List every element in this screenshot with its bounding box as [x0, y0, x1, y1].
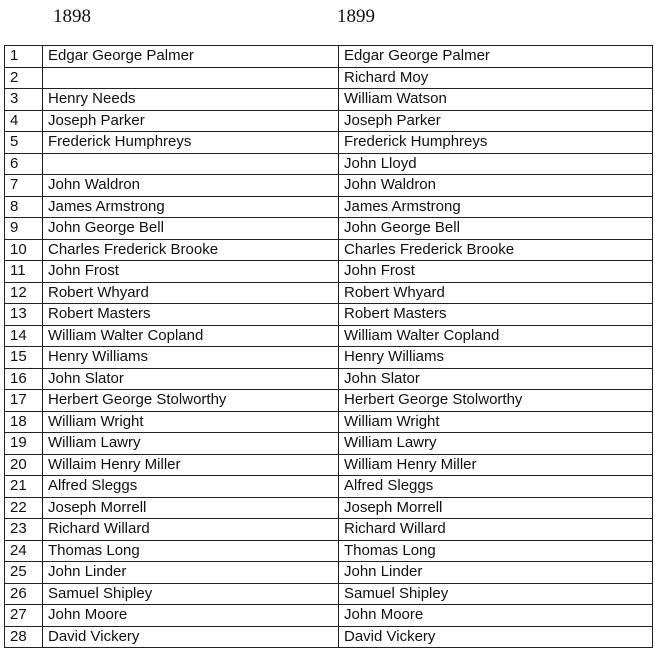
row-number-cell: 11 [5, 261, 43, 283]
name-cell-1898: John Moore [43, 605, 339, 627]
row-number-cell: 10 [5, 239, 43, 261]
row-number-cell: 19 [5, 433, 43, 455]
table-row [5, 175, 653, 197]
table-row [5, 411, 653, 433]
table-row [5, 282, 653, 304]
row-number-cell: 13 [5, 304, 43, 326]
name-cell-1899: Joseph Morrell [339, 497, 653, 519]
name-cell-1899: Herbert George Stolworthy [339, 390, 653, 412]
name-cell-1899: William Wright [339, 411, 653, 433]
name-cell-1898: John George Bell [43, 218, 339, 240]
table-row [5, 67, 653, 89]
name-cell-1899: Edgar George Palmer [339, 46, 653, 68]
name-cell-1899: David Vickery [339, 626, 653, 648]
name-cell-1899: William Henry Miller [339, 454, 653, 476]
name-cell-1898: Charles Frederick Brooke [43, 239, 339, 261]
row-number-cell: 12 [5, 282, 43, 304]
row-number-cell: 28 [5, 626, 43, 648]
table-row [5, 325, 653, 347]
table-row [5, 196, 653, 218]
row-number-cell: 26 [5, 583, 43, 605]
row-number-cell: 2 [5, 67, 43, 89]
name-cell-1899: Richard Willard [339, 519, 653, 541]
name-cell-1898: Joseph Parker [43, 110, 339, 132]
row-number-cell: 3 [5, 89, 43, 111]
name-cell-1898: Robert Masters [43, 304, 339, 326]
row-number-cell: 14 [5, 325, 43, 347]
row-number-cell: 5 [5, 132, 43, 154]
row-number-cell: 16 [5, 368, 43, 390]
name-cell-1898: Thomas Long [43, 540, 339, 562]
year-header-1898: 1898 [53, 6, 91, 27]
name-cell-1898: Willaim Henry Miller [43, 454, 339, 476]
table-row [5, 540, 653, 562]
name-cell-1899: Richard Moy [339, 67, 653, 89]
table-row [5, 304, 653, 326]
table-row [5, 476, 653, 498]
name-cell-1898: Richard Willard [43, 519, 339, 541]
name-cell-1898: John Slator [43, 368, 339, 390]
name-cell-1899: Joseph Parker [339, 110, 653, 132]
row-number-cell: 27 [5, 605, 43, 627]
name-cell-1899: John Slator [339, 368, 653, 390]
table-row [5, 132, 653, 154]
name-cell-1898: Joseph Morrell [43, 497, 339, 519]
row-number-cell: 21 [5, 476, 43, 498]
row-number-cell: 23 [5, 519, 43, 541]
name-cell-1899: Thomas Long [339, 540, 653, 562]
row-number-cell: 18 [5, 411, 43, 433]
row-number-cell: 9 [5, 218, 43, 240]
table-row [5, 454, 653, 476]
name-cell-1898 [43, 153, 339, 175]
name-cell-1899: William Walter Copland [339, 325, 653, 347]
name-cell-1898: William Walter Copland [43, 325, 339, 347]
name-cell-1899: Frederick Humphreys [339, 132, 653, 154]
name-cell-1898: William Lawry [43, 433, 339, 455]
name-cell-1898: John Linder [43, 562, 339, 584]
name-cell-1899: William Watson [339, 89, 653, 111]
row-number-cell: 1 [5, 46, 43, 68]
name-cell-1898: William Wright [43, 411, 339, 433]
roster-table-body [5, 46, 653, 648]
name-cell-1898: Frederick Humphreys [43, 132, 339, 154]
row-number-cell: 8 [5, 196, 43, 218]
name-cell-1898: Henry Williams [43, 347, 339, 369]
name-cell-1898: Alfred Sleggs [43, 476, 339, 498]
name-cell-1898: Edgar George Palmer [43, 46, 339, 68]
row-number-cell: 20 [5, 454, 43, 476]
row-number-cell: 4 [5, 110, 43, 132]
name-cell-1898: John Frost [43, 261, 339, 283]
table-row [5, 261, 653, 283]
table-row [5, 110, 653, 132]
table-row [5, 239, 653, 261]
name-cell-1898: Henry Needs [43, 89, 339, 111]
name-cell-1898: Samuel Shipley [43, 583, 339, 605]
row-number-cell: 7 [5, 175, 43, 197]
row-number-cell: 22 [5, 497, 43, 519]
name-cell-1899: James Armstrong [339, 196, 653, 218]
table-row [5, 390, 653, 412]
name-cell-1899: John George Bell [339, 218, 653, 240]
table-row [5, 497, 653, 519]
name-cell-1899: Alfred Sleggs [339, 476, 653, 498]
table-row [5, 605, 653, 627]
row-number-cell: 24 [5, 540, 43, 562]
name-cell-1899: Robert Whyard [339, 282, 653, 304]
name-cell-1899: John Lloyd [339, 153, 653, 175]
table-row [5, 583, 653, 605]
year-header-1899: 1899 [337, 6, 375, 27]
table-row [5, 519, 653, 541]
table-row [5, 218, 653, 240]
table-row [5, 626, 653, 648]
name-cell-1898 [43, 67, 339, 89]
table-row [5, 153, 653, 175]
row-number-cell: 15 [5, 347, 43, 369]
name-cell-1899: John Waldron [339, 175, 653, 197]
table-row [5, 89, 653, 111]
name-cell-1899: William Lawry [339, 433, 653, 455]
name-cell-1899: Charles Frederick Brooke [339, 239, 653, 261]
row-number-cell: 17 [5, 390, 43, 412]
row-number-cell: 6 [5, 153, 43, 175]
table-row [5, 433, 653, 455]
name-cell-1899: John Linder [339, 562, 653, 584]
name-cell-1898: John Waldron [43, 175, 339, 197]
row-number-cell: 25 [5, 562, 43, 584]
roster-table [4, 45, 653, 648]
table-row [5, 562, 653, 584]
name-cell-1899: Henry Williams [339, 347, 653, 369]
name-cell-1898: Robert Whyard [43, 282, 339, 304]
name-cell-1899: John Moore [339, 605, 653, 627]
table-row [5, 368, 653, 390]
name-cell-1899: Samuel Shipley [339, 583, 653, 605]
name-cell-1898: David Vickery [43, 626, 339, 648]
table-row [5, 46, 653, 68]
name-cell-1898: James Armstrong [43, 196, 339, 218]
name-cell-1899: Robert Masters [339, 304, 653, 326]
table-row [5, 347, 653, 369]
name-cell-1898: Herbert George Stolworthy [43, 390, 339, 412]
name-cell-1899: John Frost [339, 261, 653, 283]
